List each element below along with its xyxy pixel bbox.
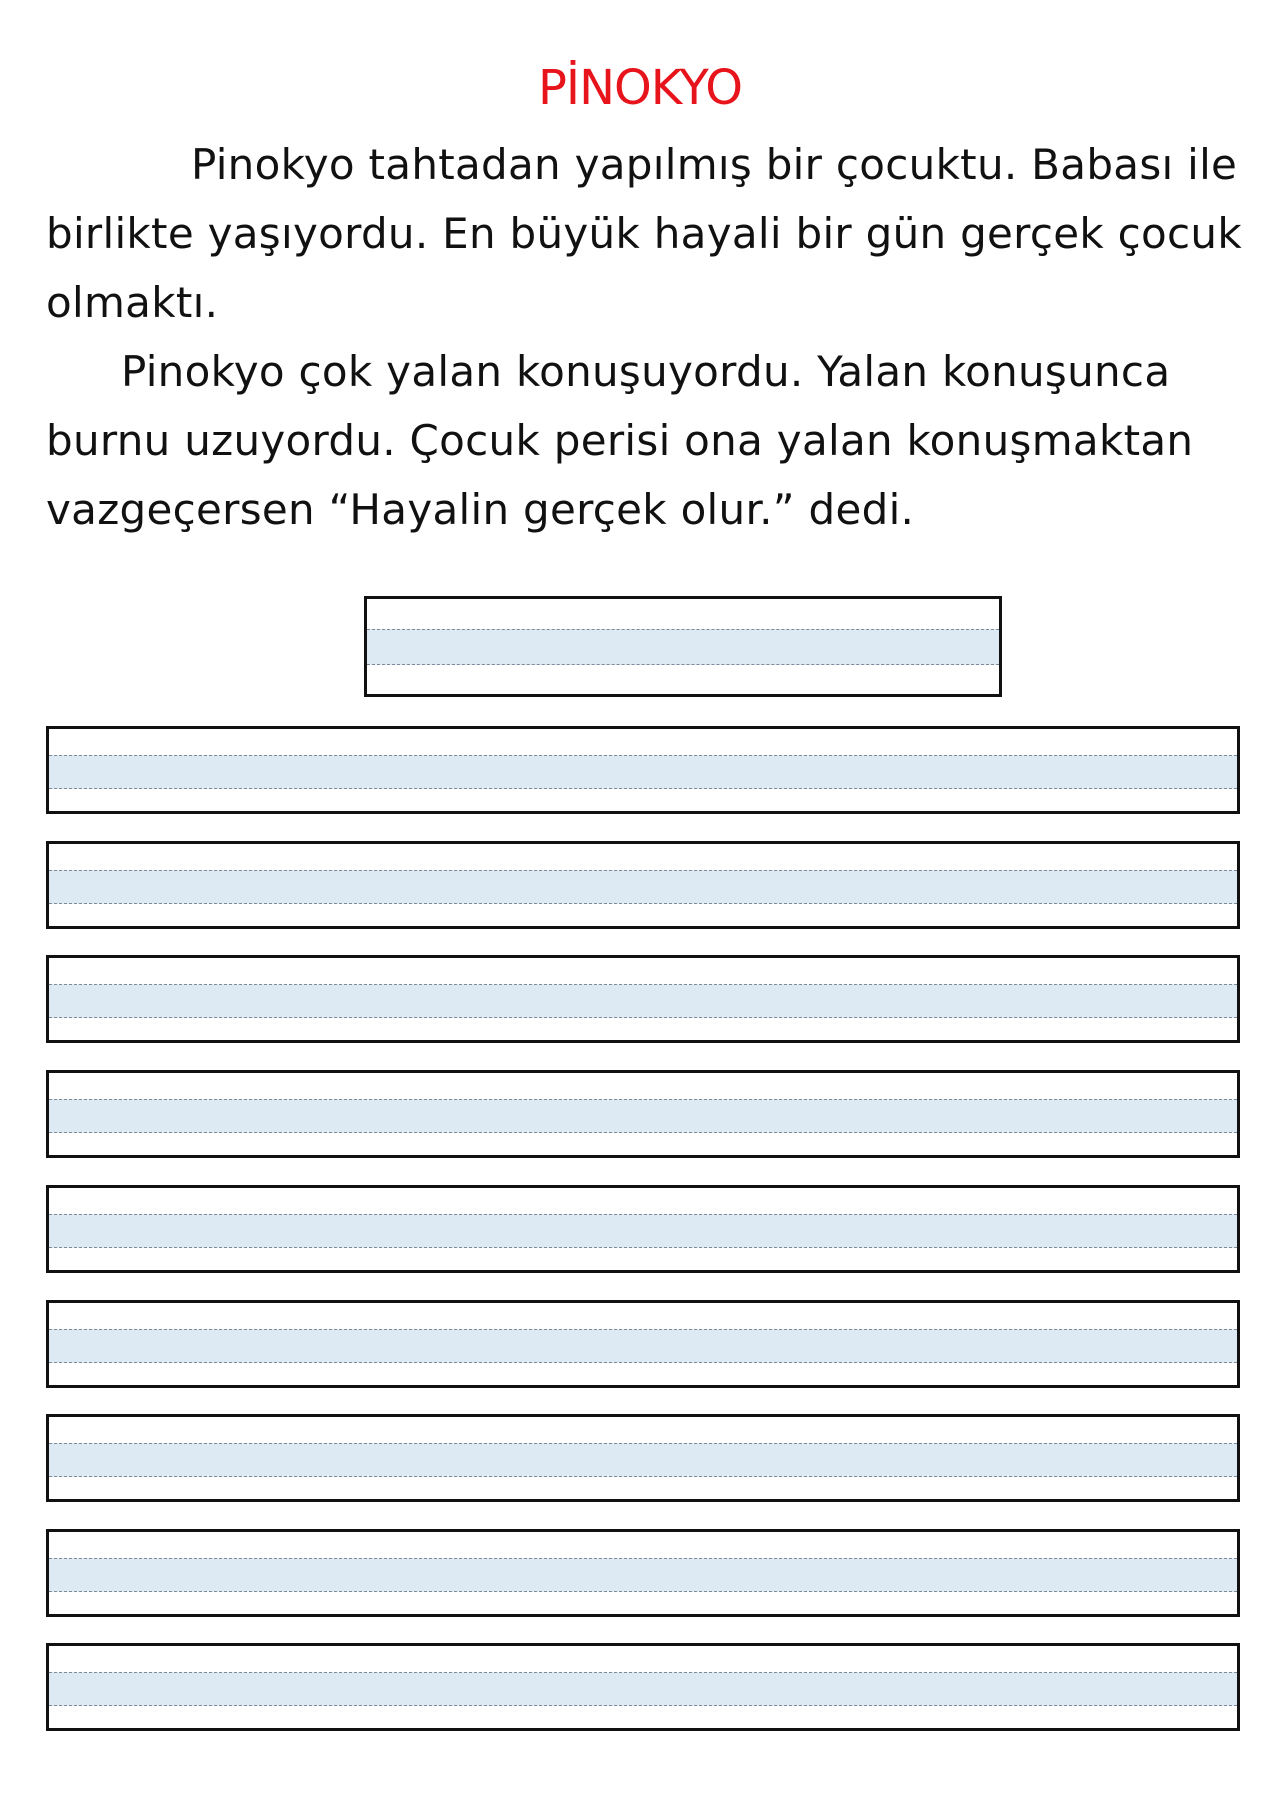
writing-line-6[interactable] — [46, 1300, 1240, 1388]
writing-line-9[interactable] — [46, 1643, 1240, 1731]
writing-line-2[interactable] — [46, 841, 1240, 929]
story-text — [46, 130, 1246, 544]
writing-guide-band — [49, 755, 1237, 789]
writing-guide-band — [49, 1329, 1237, 1363]
writing-guide-band — [49, 870, 1237, 904]
writing-line-4[interactable] — [46, 1070, 1240, 1158]
writing-guide-band — [49, 1558, 1237, 1592]
story-paragraph-2: Pinokyo çok yalan konuşuyordu. Yalan konuşunca burnu uzuyordu. Çocuk perisi ona yalan konuşmaktan vazgeçersen “Hayalin gerçek olur.” dedi. — [46, 347, 1194, 534]
writing-guide-band — [49, 1099, 1237, 1133]
title-writing-box[interactable] — [364, 596, 1002, 697]
writing-line-5[interactable] — [46, 1185, 1240, 1273]
writing-line-1[interactable] — [46, 726, 1240, 814]
writing-line-8[interactable] — [46, 1529, 1240, 1617]
story-paragraph-1: Pinokyo tahtadan yapılmış bir çocuktu. Babası ile birlikte yaşıyordu. En büyük hayali bir gün gerçek çocuk olmaktı. — [46, 140, 1242, 327]
writing-guide-band — [49, 1214, 1237, 1248]
writing-guide-band — [367, 629, 999, 665]
writing-guide-band — [49, 984, 1237, 1018]
writing-guide-band — [49, 1672, 1237, 1706]
worksheet-title: PİNOKYO — [537, 60, 743, 116]
writing-line-3[interactable] — [46, 955, 1240, 1043]
writing-line-7[interactable] — [46, 1414, 1240, 1502]
writing-guide-band — [49, 1443, 1237, 1477]
